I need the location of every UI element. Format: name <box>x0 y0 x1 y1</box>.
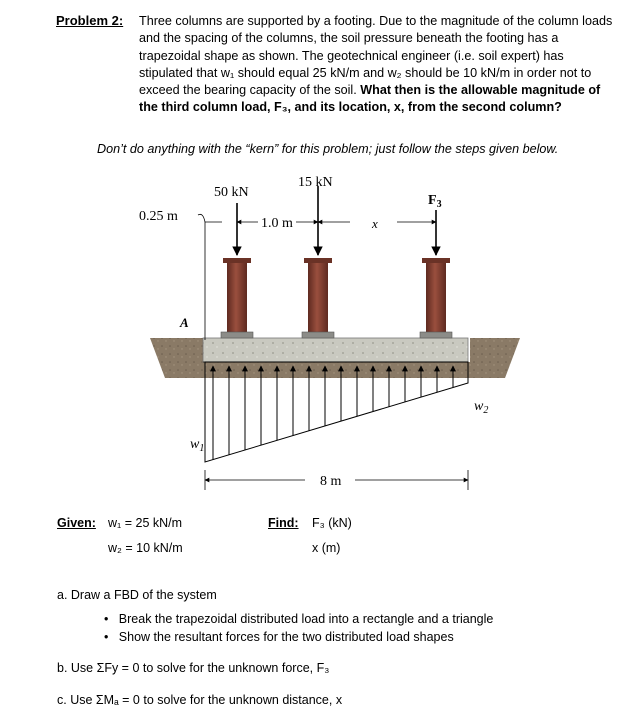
column-3 <box>420 258 452 338</box>
find-label: Find: <box>268 516 299 530</box>
load-label-2: 15 kN <box>298 175 333 190</box>
bullet-text: Break the trapezoidal distributed load into a rectangle and a triangle <box>118 612 494 626</box>
step-b: b. Use ΣFy = 0 to solve for the unknown force, F₃ <box>57 661 330 675</box>
step-c: c. Use ΣMₐ = 0 to solve for the unknown distance, x <box>57 693 343 707</box>
problem-label: Problem 2: <box>56 13 124 28</box>
bullet-item: • Break the trapezoidal distributed load into a rectangle and a triangle <box>104 612 494 626</box>
length-label: 8 m <box>320 474 342 489</box>
given-label: Given: <box>57 516 96 530</box>
given-w1: w₁ = 25 kN/m <box>108 516 183 530</box>
dim-spacing-label: 1.0 m <box>261 216 293 231</box>
instruction-note: Don’t do anything with the “kern” for this problem; just follow the steps given below. <box>97 142 559 156</box>
w2-label: $w_2$ <box>474 399 489 416</box>
step-a: a. Draw a FBD of the system <box>57 588 217 602</box>
problem-text: Three columns are supported by a footing. Due to the magnitude of the column loads and the spacing of the columns, the soil pressure beneath the footing has a trapezoidal shape as shown. The geotechnical engineer (i.e. soil expert) has stipulated that w₁ should equal 25 kN/m and w₂ should be 10 kN/m in order not to exceed the bearing capacity of the soil. <box>139 14 613 98</box>
column-2 <box>302 258 334 338</box>
find-x: x (m) <box>312 541 341 555</box>
dim-left-label: 0.25 m <box>139 209 178 224</box>
column-1 <box>221 258 253 338</box>
bullet-text: Show the resultant forces for the two distributed load shapes <box>118 630 454 644</box>
bullet-item: • Show the resultant forces for the two distributed load shapes <box>104 630 454 644</box>
dim-x-label: x <box>372 216 378 231</box>
problem-question: What then is the allowable magnitude of the third column load, F₃, and its location, x, from the second column? <box>139 83 601 115</box>
given-w2: w₂ = 10 kN/m <box>108 541 183 555</box>
load-label-3: $F_3$ <box>428 193 442 210</box>
pressure-arrows <box>213 366 453 460</box>
point-a-label: A <box>180 315 189 330</box>
footing <box>203 338 468 362</box>
w1-label: $w_1$ <box>190 437 205 454</box>
load-label-1: 50 kN <box>214 185 249 200</box>
find-f3: F₃ (kN) <box>312 516 352 530</box>
